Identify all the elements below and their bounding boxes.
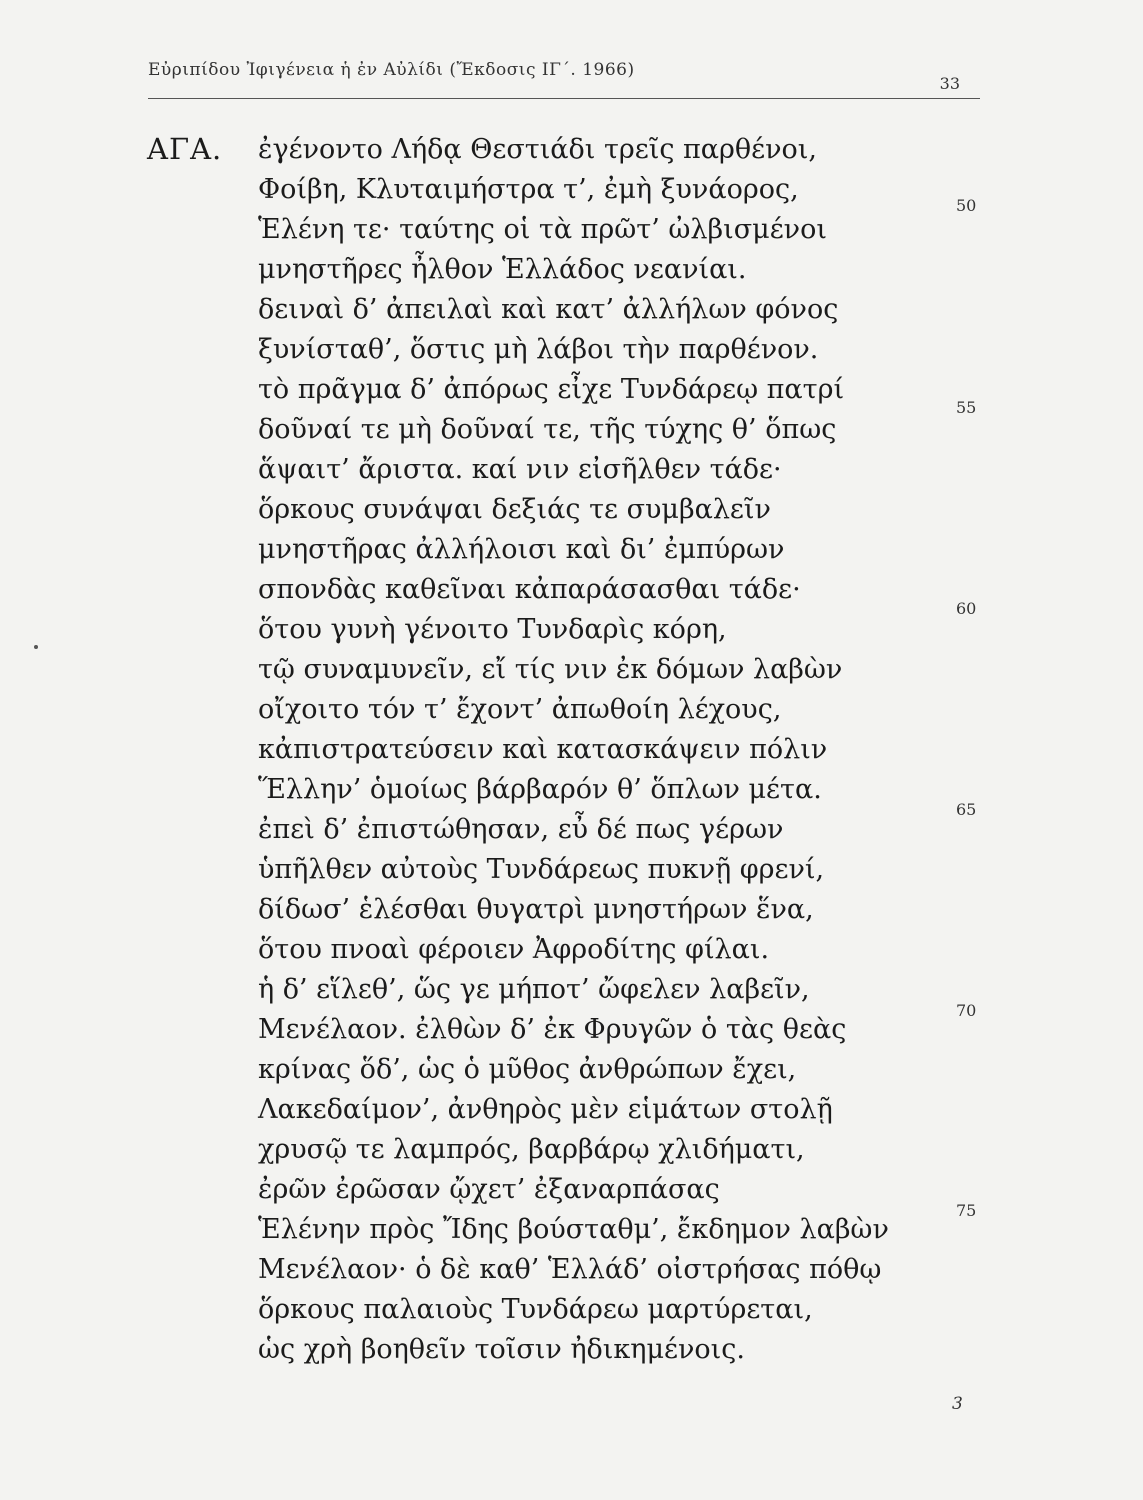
scan-speck <box>34 645 38 649</box>
line-number: 50 <box>956 196 977 215</box>
verse-line: ὅτου γυνὴ γένοιτο Τυνδαρὶς κόρη, <box>258 614 727 645</box>
header-rule <box>148 98 980 99</box>
verse-line: Ἑλένην πρὸς Ἴδης βούσταθμ’, ἔκδημον λαβὼν <box>258 1214 889 1245</box>
verse-line: οἴχοιτο τόν τ’ ἔχοντ’ ἀπωθοίη λέχους, <box>258 694 782 725</box>
verse-line: ἐρῶν ἐρῶσαν ᾤχετ’ ἐξαναρπάσας <box>258 1174 720 1205</box>
verse-line: ὅρκους παλαιοὺς Τυνδάρεω μαρτύρεται, <box>258 1294 813 1325</box>
verse-line: Ἑλένη τε· ταύτης οἱ τὰ πρῶτ’ ὠλβισμένοι <box>258 214 827 245</box>
verse-line: ὑπῆλθεν αὐτοὺς Τυνδάρεως πυκνῇ φρενί, <box>258 854 825 885</box>
verse-line: Ἕλλην’ ὁμοίως βάρβαρόν θ’ ὅπλων μέτα. <box>258 774 822 805</box>
verse-line: ἅψαιτ’ ἄριστα. καί νιν εἰσῆλθεν τάδε· <box>258 454 782 485</box>
line-number: 70 <box>956 1001 977 1020</box>
verse-line: σπονδὰς καθεῖναι κἀπαράσασθαι τάδε· <box>258 574 801 605</box>
verse-line: Λακεδαίμον’, ἀνθηρὸς μὲν εἱμάτων στολῇ <box>258 1094 833 1125</box>
verse-line: τὸ πρᾶγμα δ’ ἀπόρως εἶχε Τυνδάρεῳ πατρί <box>258 374 845 405</box>
verse-line: χρυσῷ τε λαμπρός, βαρβάρῳ χλιδήματι, <box>258 1134 805 1165</box>
running-head: Εὐριπίδου Ἰφιγένεια ἡ ἐν Αὐλίδι (Ἔκδοσις ΙΓ΄. 1966) <box>148 60 635 80</box>
line-number: 60 <box>956 599 977 618</box>
verse-line: Μενέλαον. ἐλθὼν δ’ ἐκ Φρυγῶν ὁ τὰς θεὰς <box>258 1014 847 1045</box>
page-header <box>148 60 980 100</box>
verse-line: ὅτου πνοαὶ φέροιεν Ἀφροδίτης φίλαι. <box>258 934 770 965</box>
verse-line: μνηστῆρας ἀλλήλοισι καὶ δι’ ἐμπύρων <box>258 534 785 565</box>
verse-line: δειναὶ δ’ ἀπειλαὶ καὶ κατ’ ἀλλήλων φόνος <box>258 294 839 325</box>
verse-line: μνηστῆρες ἦλθον Ἑλλάδος νεανίαι. <box>258 254 747 285</box>
verse-line: ἐπεὶ δ’ ἐπιστώθησαν, εὖ δέ πως γέρων <box>258 814 784 845</box>
verse-line: Μενέλαον· ὁ δὲ καθ’ Ἑλλάδ’ οἰστρήσας πόθῳ <box>258 1254 882 1285</box>
verse-line: Φοίβη, Κλυταιμήστρα τ’, ἐμὴ ξυνάορος, <box>258 174 799 205</box>
line-number: 65 <box>956 800 977 819</box>
sheet-signature: 3 <box>952 1394 963 1414</box>
line-number: 75 <box>956 1201 977 1220</box>
verse-line: δοῦναί τε μὴ δοῦναί τε, τῆς τύχης θ’ ὅπως <box>258 414 837 445</box>
verse-line: δίδωσ’ ἑλέσθαι θυγατρὶ μνηστήρων ἕνα, <box>258 894 814 925</box>
page-number: 33 <box>939 74 960 93</box>
verse-line: κρίνας ὅδ’, ὡς ὁ μῦθος ἀνθρώπων ἔχει, <box>258 1054 797 1085</box>
speaker-label: ΑΓΑ. <box>147 132 223 166</box>
verse-line: ὡς χρὴ βοηθεῖν τοῖσιν ἠδικημένοις. <box>258 1334 745 1365</box>
verse-line: ξυνίσταθ’, ὅστις μὴ λάβοι τὴν παρθένον. <box>258 334 819 365</box>
verse-line: ὅρκους συνάψαι δεξιάς τε συμβαλεῖν <box>258 494 771 525</box>
verse-text <box>258 130 889 1370</box>
verse-line: κἀπιστρατεύσειν καὶ κατασκάψειν πόλιν <box>258 734 828 765</box>
verse-line: ἐγένοντο Λήδᾳ Θεστιάδι τρεῖς παρθένοι, <box>258 134 817 165</box>
line-number: 55 <box>956 398 977 417</box>
verse-line: τῷ συναμυνεῖν, εἴ τίς νιν ἐκ δόμων λαβὼν <box>258 654 843 685</box>
verse-line: ἡ δ’ εἵλεθ’, ὥς γε μήποτ’ ὤφελεν λαβεῖν, <box>258 974 810 1005</box>
